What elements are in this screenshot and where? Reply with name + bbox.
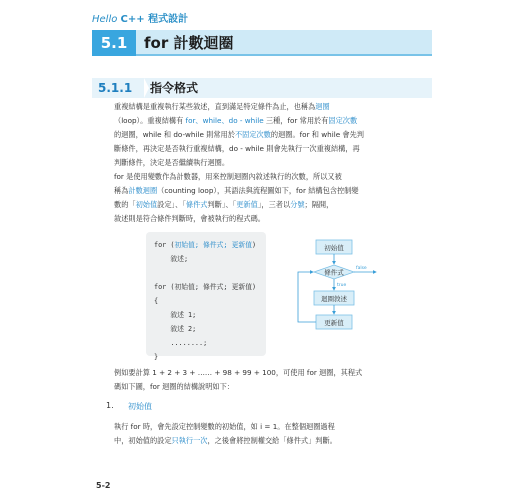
text-run: ) — [252, 241, 257, 249]
text-line — [154, 336, 258, 350]
text-line — [100, 198, 418, 212]
page-number: 5-2 — [96, 481, 111, 490]
section-title: for 計數迴圈 — [144, 34, 234, 52]
section-title-bar — [92, 30, 432, 56]
text-line — [154, 266, 258, 280]
text-run: 判斷條件，決定是否繼續執行迴圈。 — [114, 158, 230, 167]
code-syntax-box — [146, 232, 266, 361]
text-line — [154, 252, 258, 266]
text-run: 敘述; — [154, 255, 189, 263]
text-run: 執行 for 時，會先設定控制變數的初始值，如 i = 1。在整個迴圈過程 — [114, 422, 335, 431]
text-line — [100, 170, 418, 184]
header-hello: Hello — [92, 14, 118, 25]
text-run: for ( — [154, 241, 175, 249]
highlight-term: 只執行一次 — [171, 436, 208, 445]
text-run: 」，三者以 — [257, 200, 291, 209]
highlight-term: 分號 — [290, 200, 305, 209]
text-run: 數的「 — [114, 200, 136, 209]
paragraph-loop-intro — [100, 100, 418, 170]
highlight-term: 計數迴圈 — [128, 186, 158, 195]
highlight-term: 條件式 — [185, 200, 208, 209]
text-run: ........; — [154, 339, 208, 347]
flow-loop-back-arrow — [298, 272, 316, 322]
highlight-term: for、while、do - while — [185, 116, 264, 125]
flow-update-label: 更新值 — [324, 319, 344, 327]
text-line — [100, 142, 418, 156]
text-run: （counting loop），其語法與流程圖如下，for 結構包含控制變 — [157, 186, 359, 195]
text-run: 斷條件，再決定是否執行重複結構，do - while 則會先執行一次重複結構，再 — [114, 144, 360, 153]
text-line — [154, 280, 258, 294]
paragraph-for-intro — [100, 170, 418, 226]
for-flowchart — [276, 230, 386, 340]
list-title: 初始值 — [128, 402, 152, 411]
text-run: 敘述 1; — [154, 311, 197, 319]
highlight-term: 不固定次數 — [234, 130, 271, 139]
text-run: for (初始值; 條件式; 更新值) — [154, 283, 257, 291]
text-run: 敘述 2; — [154, 325, 197, 333]
text-run: ；隔開， — [304, 200, 334, 209]
text-line — [100, 100, 418, 114]
text-line — [100, 156, 418, 170]
text-line — [100, 184, 418, 198]
text-line — [114, 434, 420, 448]
text-run: 例如要計算 1 + 2 + 3 + …… + 98 + 99 + 100，可使用 for 迴圈，其程式 — [114, 368, 363, 377]
flow-condition-label: 條件式 — [324, 268, 344, 277]
text-line — [100, 212, 418, 226]
text-line — [154, 322, 258, 336]
text-run: 三種，for 常用於有 — [263, 116, 329, 125]
text-line — [154, 308, 258, 322]
subsection-number: 5.1.1 — [98, 81, 133, 95]
subsection-title-bar — [92, 78, 432, 98]
text-line — [154, 350, 258, 364]
paragraph-example — [100, 366, 418, 394]
text-run: 設定」、「 — [157, 200, 186, 209]
paragraph-init-value — [114, 420, 420, 448]
text-run: for 是使用變數作為計數器，用來控制迴圈內敘述執行的次數，所以又被 — [114, 172, 342, 181]
text-run: 中，初始值的設定 — [114, 436, 172, 445]
text-run: 敘述則是符合條件判斷時，會被執行的程式碼。 — [114, 214, 265, 223]
flow-body-label: 迴圈敘述 — [321, 295, 347, 303]
text-line — [100, 114, 418, 128]
text-run: 的迴圈，while 和 do-while 則常用於 — [114, 130, 235, 139]
text-run: 稱為 — [114, 186, 129, 195]
highlight-term: 初始值; 條件式; 更新值 — [174, 241, 253, 249]
highlight-term: 迴圈 — [315, 102, 330, 111]
running-header — [92, 10, 188, 25]
flow-true-label: true — [337, 283, 347, 288]
text-line — [100, 128, 418, 142]
text-run: 碼如下圖，for 迴圈的結構說明如下： — [114, 382, 234, 391]
text-line — [114, 420, 420, 434]
flow-init-label: 初始值 — [324, 244, 344, 252]
flow-false-label: false — [356, 266, 367, 271]
text-line — [154, 294, 258, 308]
text-line — [100, 366, 418, 380]
section-number: 5.1 — [92, 30, 136, 56]
text-run: ，之後會將控制權交給「條件式」判斷。 — [207, 436, 337, 445]
highlight-term: 更新值 — [236, 200, 258, 209]
text-run: （loop）。重複結構有 — [114, 116, 186, 125]
text-run: 判斷」、「 — [207, 200, 237, 209]
text-line — [100, 380, 418, 394]
text-run: 的迴圈。for 和 while 會先判 — [270, 130, 364, 139]
subsection-title: 指令格式 — [150, 81, 199, 95]
text-run: { — [154, 297, 159, 305]
text-run: 重複結構是重複執行某些敘述，直到滿足特定條件為止，也稱為 — [114, 102, 316, 111]
highlight-term: 初始值 — [135, 200, 158, 209]
header-book-title: C++ 程式設計 — [120, 14, 189, 25]
highlight-term: 固定次數 — [328, 116, 358, 125]
list-number: 1. — [106, 401, 114, 410]
text-run: } — [154, 353, 159, 361]
text-line — [154, 238, 258, 252]
